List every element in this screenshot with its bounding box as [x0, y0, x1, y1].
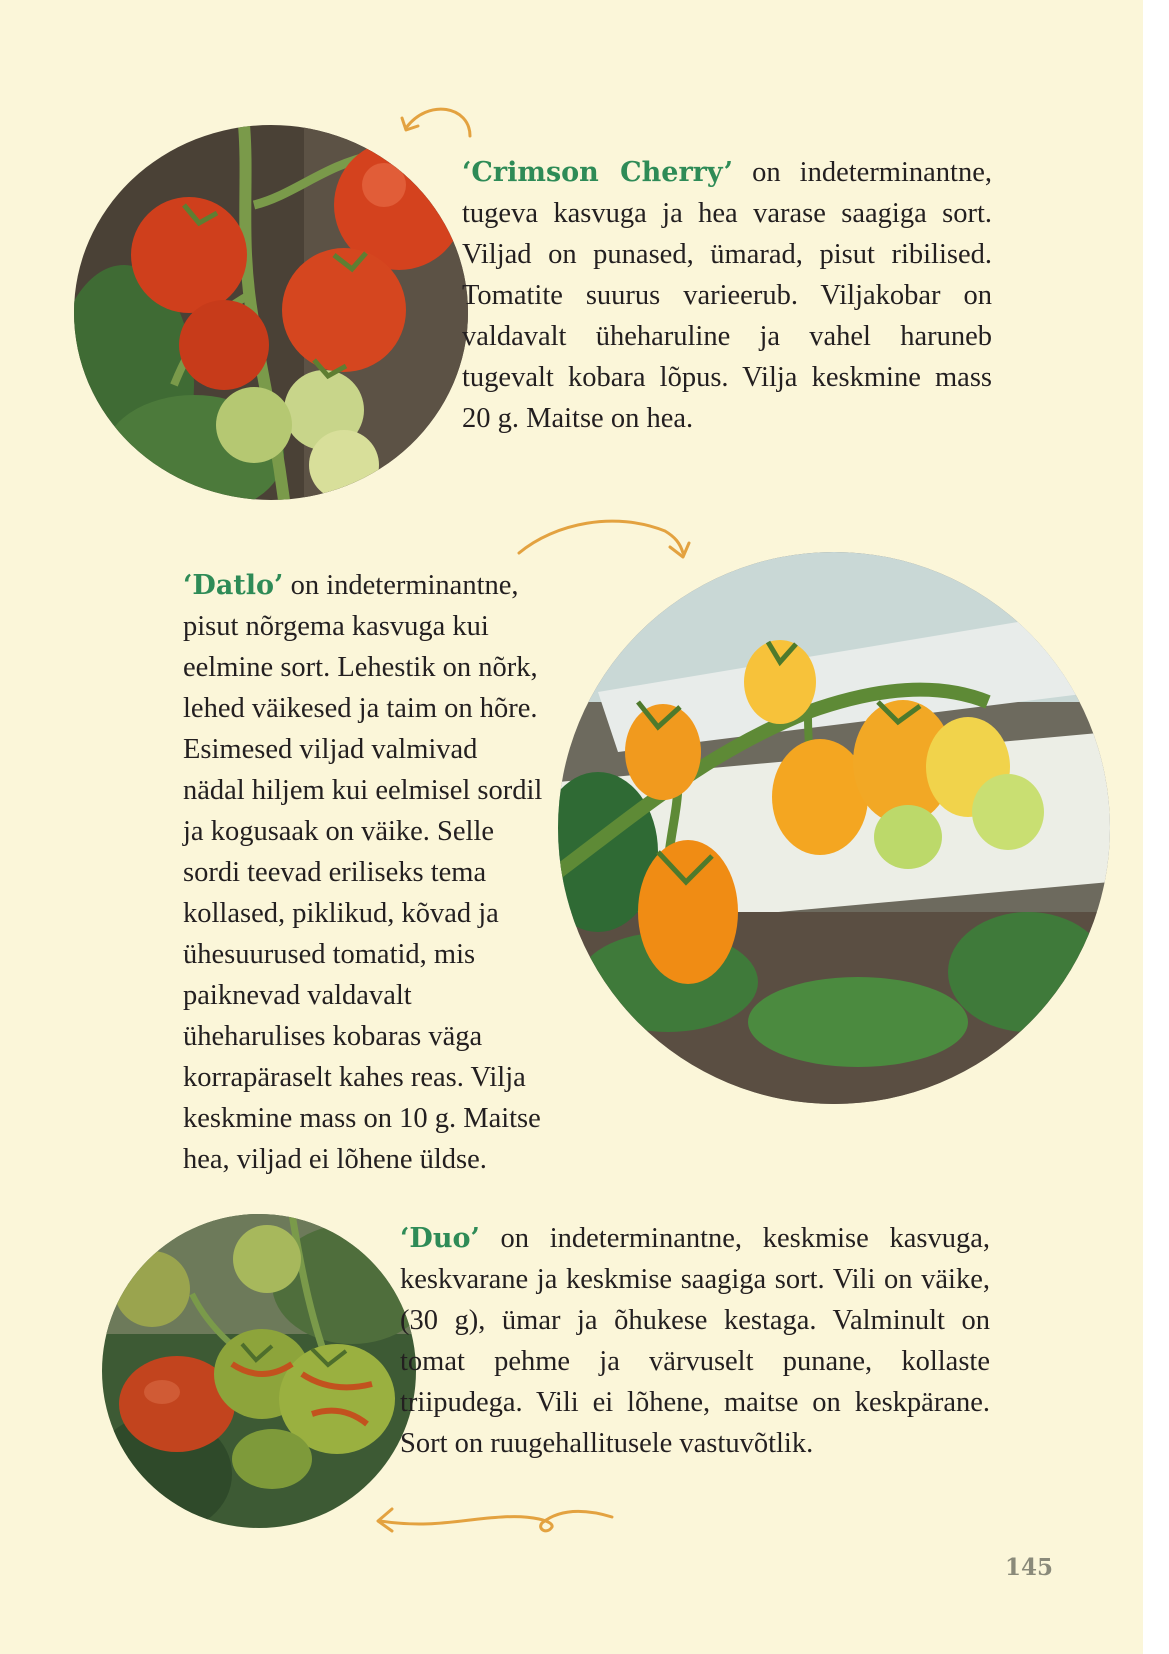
duo-description [400, 1218, 990, 1464]
datlo-photo [558, 552, 1110, 1104]
variety-description-text: on indeterminantne, pisut nõrgema kasvuga kui eelmine sort. Lehestik on nõrk, lehed väikesed ja taim on hõre. Esimesed viljad valmivad nädal hiljem kui eelmisel sordil ja kogusaak on väike. Selle sordi teevad eriliseks tema kollased, piklikud, kõvad ja ühesuurused tomatid, mis paiknevad valdavalt üheharulises kobaras väga korrapäraselt kahes reas. Vilja keskmine mass on 10 g. Maitse hea, viljad ei lõhene üldse. [183, 570, 543, 1175]
curved-arrow-icon [398, 100, 478, 144]
duo-photo [102, 1214, 416, 1528]
variety-description-text: on indeterminantne, tugeva kasvuga ja hea varase saagiga sort. Viljad on punased, ümarad, pisut ribilised. Tomatite suurus varieerub. Viljakobar on valdavalt üheharuline ja vahel haruneb tugevalt kobara lõpus. Vilja keskmine mass 20 g. Maitse on hea. [462, 157, 992, 434]
variety-name: ‘Datlo’ [183, 570, 284, 601]
variety-name: ‘Crimson Cherry’ [462, 157, 733, 188]
datlo-description [183, 565, 545, 1180]
curved-arrow-icon [372, 1495, 622, 1545]
curved-arrow-icon [515, 513, 695, 563]
variety-description-text: on indeterminantne, keskmise kasvuga, keskvarane ja keskmise saagiga sort. Vili on väike, (30 g), ümar ja õhukese kestaga. Valminult on tomat pehme ja värvuselt punane, kollaste triipudega. Vili ei lõhene, maitse on keskpärane. Sort on ruugehallitusele vastuvõtlik. [400, 1223, 990, 1459]
crimson-cherry-photo [74, 125, 468, 500]
crimson-cherry-description [462, 152, 992, 439]
page-number: 145 [1005, 1554, 1054, 1581]
variety-name: ‘Duo’ [400, 1223, 480, 1254]
